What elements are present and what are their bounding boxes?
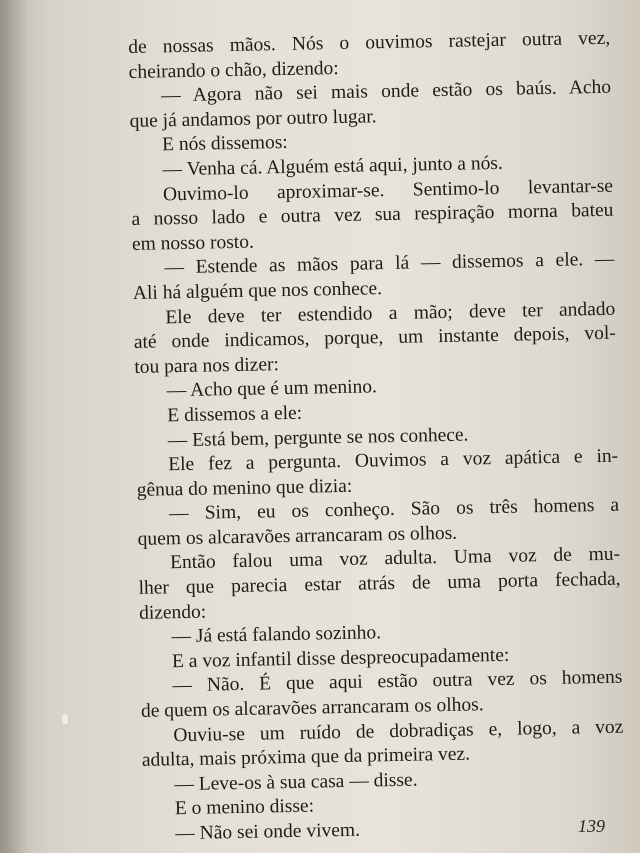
text-line: até onde indicamos, porque, um instante depois, vol- [133,322,616,354]
text-line: a nosso lado e outra vez sua respiração morna bateu [131,199,614,231]
text-line: lher que parecia estar atrás de uma porta fechada, [138,568,621,599]
text-line: que já andamos por outro lugar. [129,106,377,132]
text-line: E dissemos a ele: [167,402,303,427]
text-line: — Já está falando sozinho. [171,622,382,648]
text-line: adulta, mais próxima que da primeira vez. [141,743,471,772]
text-line: Ali há alguém que nos conhece. [132,278,383,304]
text-line: E a voz infantil disse despreocupadamente: [171,644,510,673]
text-line: de nossas mãos. Nós o ouvimos rastejar outra vez, [128,27,611,58]
text-line: tou para nos dizer: [134,353,280,378]
gutter-shadow [0,0,28,853]
text-line: quem os alcaravões arrancaram os olhos. [137,522,458,550]
text-line: — Venha cá. Alguém está aqui, junto a nós. [162,152,503,181]
text-line: — Leve-os à sua casa — disse. [174,769,418,796]
page-number: 139 [578,816,605,836]
text-line: gênua do menino que dizia: [136,475,353,501]
binding-thread [62,714,68,724]
text-line: Ouviu-se um ruído de dobradiças e, logo, a voz [173,716,624,746]
body-text [128,27,625,848]
text-line: — Agora não sei mais onde estão os baús. Acho [160,76,612,107]
text-line: dizendo: [138,601,207,624]
text-line: cheirando o chão, dizendo: [128,57,339,83]
text-line: Ele deve ter estendido a mão; deve ter andado [165,298,616,328]
text-line: — Está bem, pergunte se nos conhece. [167,424,469,451]
text-line: — Não. É que aqui estão outra vez os homens [172,667,623,697]
text-line: de quem os alcaravões arrancaram os olhos. [140,694,484,722]
text-line: Ouvimo-lo aproximar-se. Sentimo-lo levantar-se [162,175,614,205]
text-line: E nós dissemos: [161,132,288,156]
text-line: — Não sei onde vivem. [175,819,361,845]
text-line: Ele fez a pergunta. Ouvimos a voz apática e in- [168,445,619,476]
text-line: Então falou uma voz adulta. Uma voz de mu- [169,544,621,574]
text-line: em nosso rosto. [131,231,255,255]
text-line: — Sim, eu os conheço. São os três homens a [168,494,620,525]
text-line: — Acho que é um menino. [166,376,378,402]
text-line: E o menino disse: [174,795,315,820]
text-line: — Estende as mãos para lá — dissemos a ele. — [164,249,615,279]
